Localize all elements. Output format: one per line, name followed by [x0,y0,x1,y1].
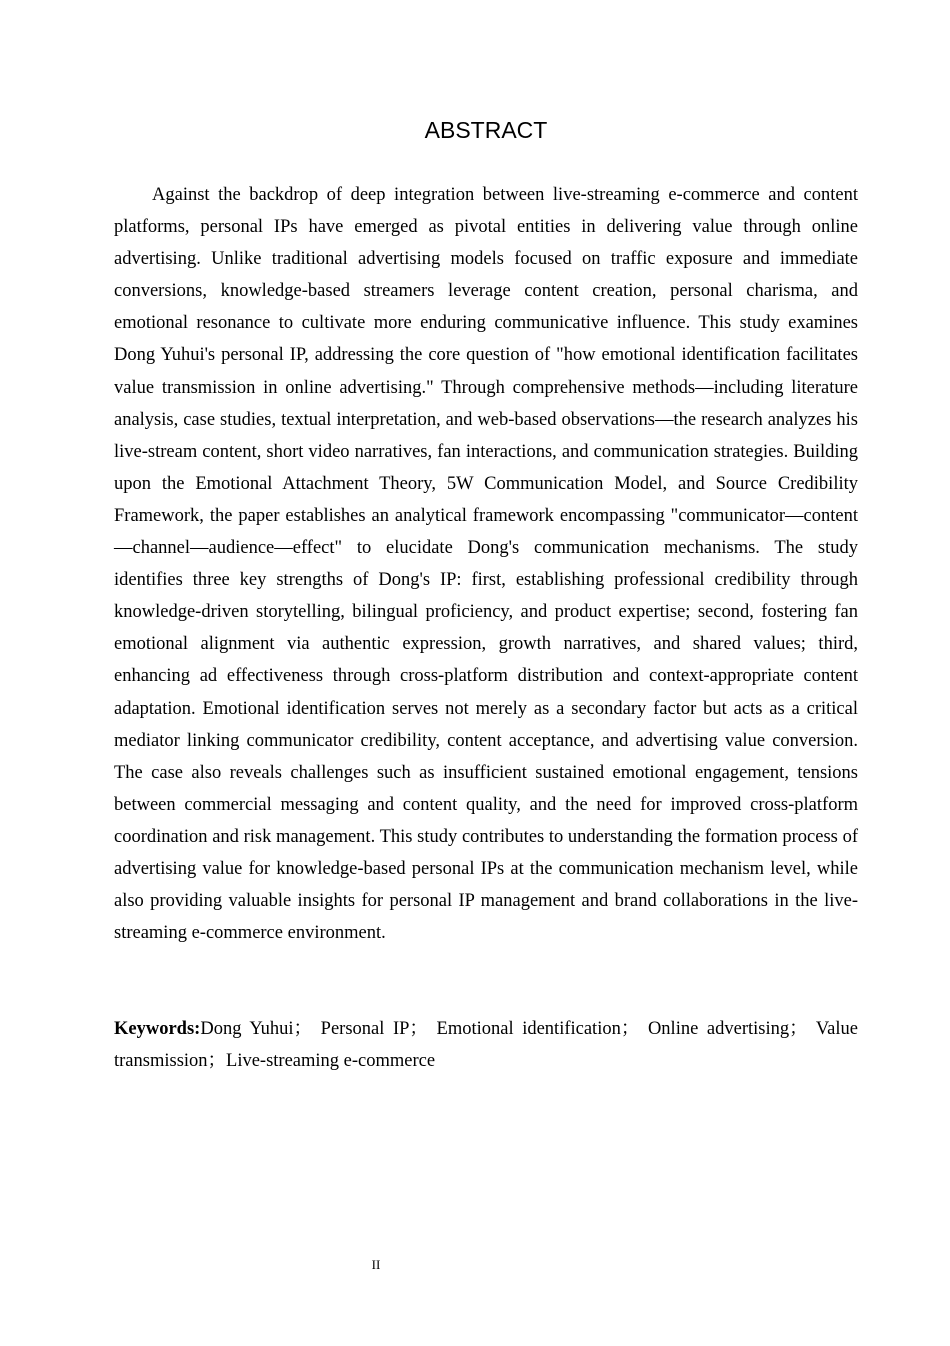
keywords-label: Keywords: [114,1019,201,1039]
page-number: II [371,1257,381,1272]
keywords-text: Dong Yuhui； Personal IP； Emotional identification； Online advertising； Value transmission；Live-streaming e-commerce [114,1019,858,1071]
abstract-title: ABSTRACT [424,117,548,143]
abstract-body: Against the backdrop of deep integration between live-streaming e-commerce and content platforms, personal IPs have emerged as pivotal entities in delivering value through online advertising. Unlike traditional advertising models focused on traffic exposure and immediate conversions, knowledge-based streamers leverage content creation, personal charisma, and emotional resonance to cultivate more enduring communicative influence. This study examines Dong Yuhui's personal IP, addressing the core question of "how emotional identification facilitates value transmission in online advertising." Through comprehensive methods—including literature analysis, case studies, textual interpretation, and web-based observations—the research analyzes his live-stream content, short video narratives, fan interactions, and communication strategies. Building upon the Emotional Attachment Theory, 5W Communication Model, and Source Credibility Framework, the paper establishes an analytical framework encompassing "communicator—content—channel—audience—effect" to elucidate Dong's communication mechanisms. The study identifies three key strengths of Dong's IP: first, establishing professional credibility through knowledge-driven storytelling, bilingual proficiency, and product expertise; second, fostering fan emotional alignment via authentic expression, growth narratives, and shared values; third, enhancing ad effectiveness through cross-platform distribution and context-appropriate content adaptation. Emotional identification serves not merely as a secondary factor but acts as a critical mediator linking communicator credibility, content acceptance, and advertising value conversion. The case also reveals challenges such as insufficient sustained emotional engagement, tensions between commercial messaging and content quality, and the need for improved cross-platform coordination and risk management. This study contributes to understanding the formation process of advertising value for knowledge-based personal IPs at the communication mechanism level, while also providing valuable insights for personal IP management and brand collaborations in the live-streaming e-commerce environment. [114,185,858,944]
keywords-paragraph [114,1013,858,1077]
